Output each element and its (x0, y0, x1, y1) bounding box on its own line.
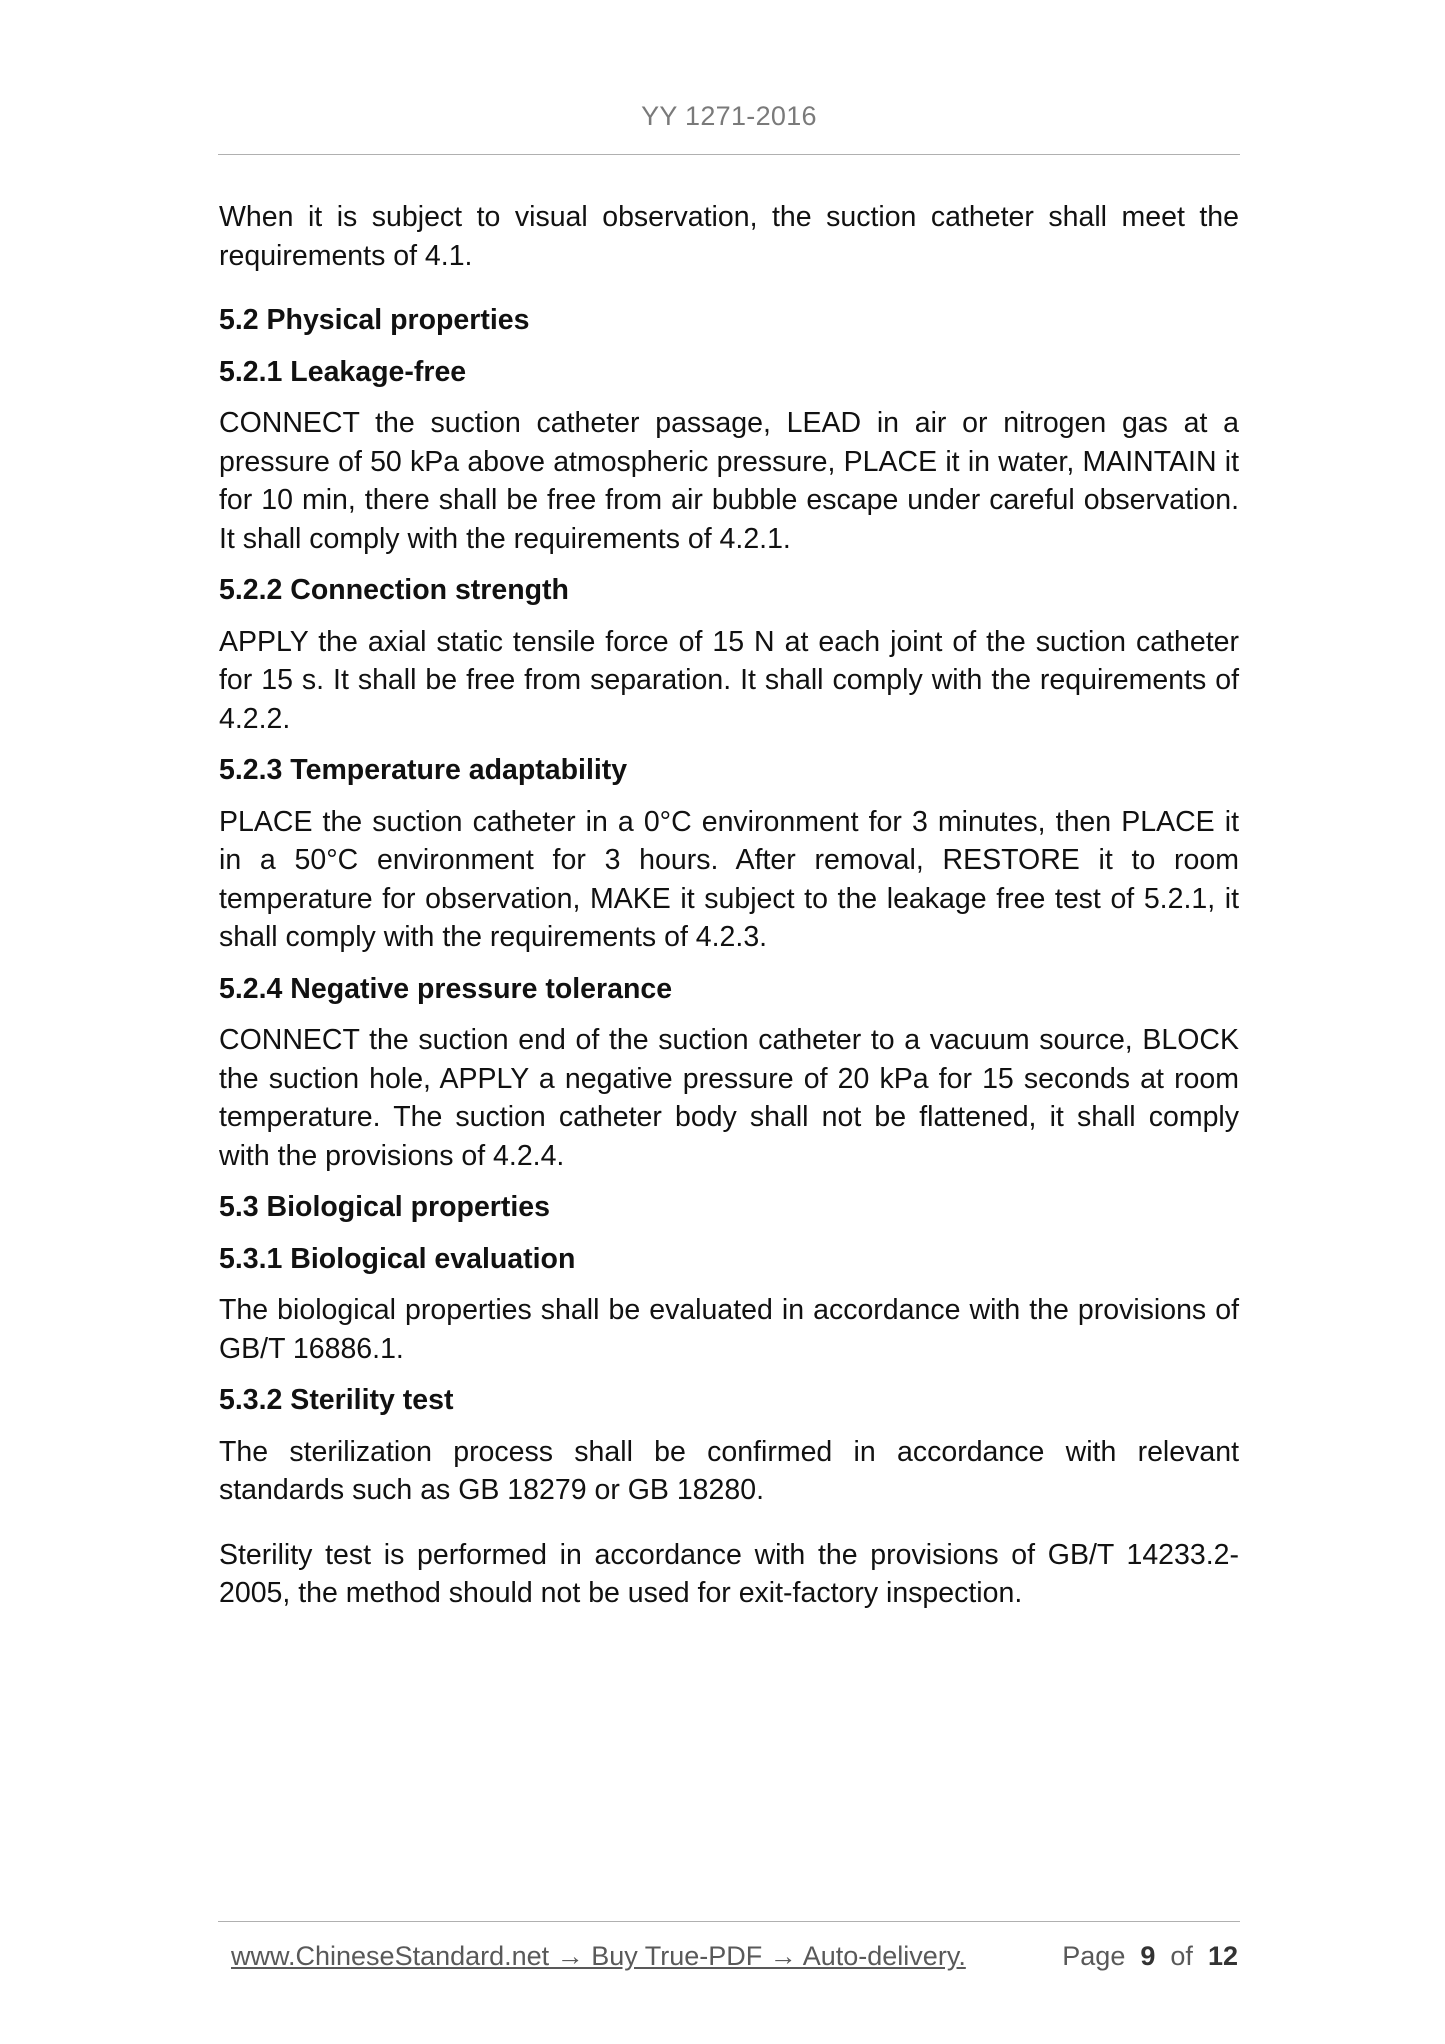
footer (218, 1941, 1240, 1977)
heading-5-2-2: 5.2.2 Connection strength (219, 574, 569, 606)
heading-5-3-1: 5.3.1 Biological evaluation (219, 1242, 576, 1275)
paragraph-5-3-2-a: The sterilization process shall be confirmed in accordance with relevant standards such as GB 18279 or GB 18280. (219, 1435, 1239, 1506)
page-body (219, 198, 1239, 1613)
page-of-label: of (1170, 1941, 1193, 1971)
paragraph-5-3-2-b: Sterility test is performed in accordance with the provisions of GB/T 14233.2-2005, the method should not be used for exit-factory inspection. (219, 1538, 1239, 1609)
header-doc-id: YY 1271-2016 (641, 101, 817, 131)
heading-5-3-2: 5.3.2 Sterility test (219, 1384, 454, 1416)
paragraph-5-2-4: CONNECT the suction end of the suction catheter to a vacuum source, BLOCK the suction hole, APPLY a negative pressure of 20 kPa for 15 seconds at room temperature. The suction catheter body shall not be flattened, it shall comply with the provisions of 4.2.4. (219, 1024, 1239, 1172)
heading-5-3: 5.3 Biological properties (219, 1191, 551, 1223)
page-label: Page (1062, 1941, 1126, 1971)
heading-5-2-4: 5.2.4 Negative pressure tolerance (219, 972, 673, 1005)
footer-divider (218, 1921, 1240, 1922)
page-total: 12 (1207, 1941, 1238, 1971)
header-divider (218, 154, 1240, 155)
paragraph-5-2-1: CONNECT the suction catheter passage, LEAD in air or nitrogen gas at a pressure of 50 kPa above atmospheric pressure, PLACE it in water, MAINTAIN it for 10 min, there shall be free from air bubble escape under careful observation. It shall comply with the requirements of 4.2.1. (219, 407, 1239, 555)
page-number (1062, 1941, 1238, 1972)
heading-5-2-3: 5.2.3 Temperature adaptability (219, 754, 628, 786)
paragraph-5-3-1: The biological properties shall be evaluated in accordance with the provisions of GB/T 16886.1. (219, 1294, 1239, 1365)
footer-store-link[interactable]: www.ChineseStandard.net → Buy True-PDF → Auto-delivery. (231, 1941, 966, 1971)
page-current: 9 (1140, 1941, 1156, 1971)
paragraph-intro: When it is subject to visual observation, the suction catheter shall meet the requirements of 4.1. (219, 201, 1239, 272)
paragraph-5-2-3: PLACE the suction catheter in a 0°C environment for 3 minutes, then PLACE it in a 50°C environment for 3 hours. After removal, RESTORE it to room temperature for observation, MAKE it subject to the leakage free test of 5.2.1, it shall comply with the requirements of 4.2.3. (219, 805, 1239, 953)
heading-5-2: 5.2 Physical properties (219, 304, 530, 336)
paragraph-5-2-2: APPLY the axial static tensile force of 15 N at each joint of the suction catheter for 15 s. It shall be free from separation. It shall comply with the requirements of 4.2.2. (219, 625, 1239, 735)
heading-5-2-1: 5.2.1 Leakage-free (219, 355, 467, 388)
